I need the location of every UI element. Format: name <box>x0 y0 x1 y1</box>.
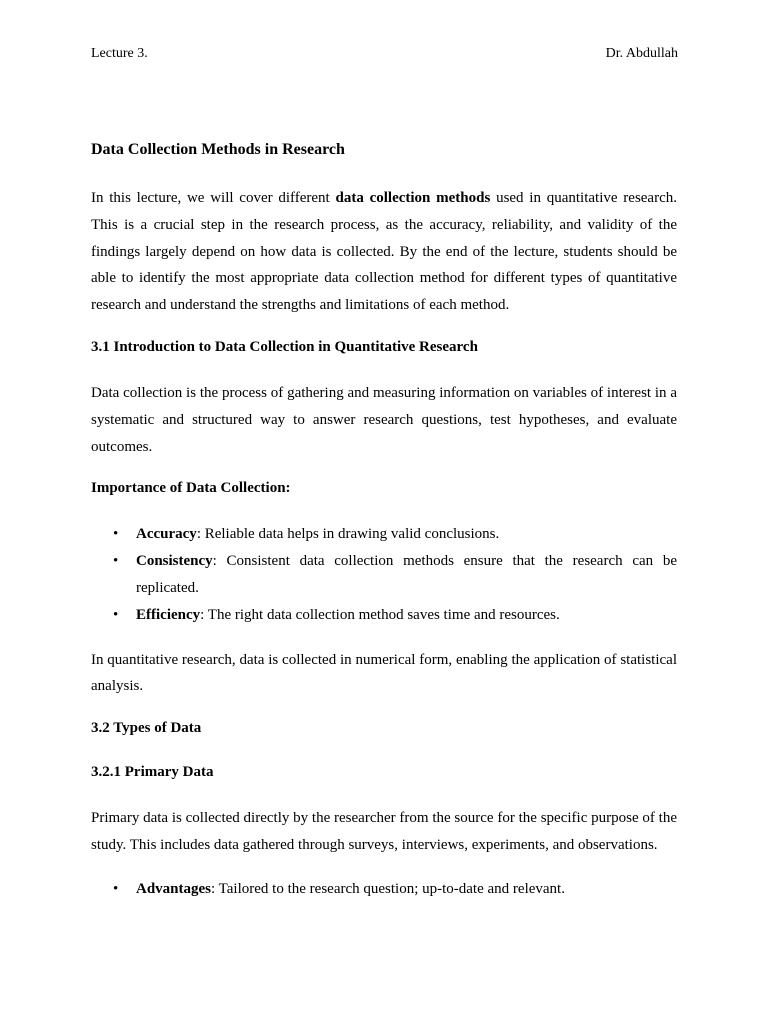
bullet-dot-icon: • <box>113 526 119 543</box>
quantitative-closing-paragraph: In quantitative research, data is collected in numerical form, enabling the application of statistical analysis. <box>91 651 677 695</box>
bullet-term: Advantages <box>136 880 212 897</box>
section-3-1-heading: 3.1 Introduction to Data Collection in Quantitative Research <box>91 338 478 355</box>
header-author: Dr. Abdullah <box>605 46 678 61</box>
bullet-dot-icon: • <box>113 880 119 897</box>
bullet-text: : Consistent data collection methods ensure that the research can be replicated. <box>136 553 677 596</box>
importance-bullet-list <box>91 521 677 628</box>
importance-heading: Importance of Data Collection: <box>91 480 291 497</box>
header-lecture-label: Lecture 3. <box>91 46 148 61</box>
intro-paragraph <box>91 185 677 319</box>
intro-text-after: used in quantitative research. This is a crucial step in the research process, as the accuracy, reliability, and validity of the findings largely depend on how data is collected. By the end of the lecture, students should be able to identify the most appropriate data collection method for different types of quantitative research and understand the strengths and limitations of each method. <box>91 190 677 314</box>
running-header <box>91 45 678 63</box>
section-3-2-heading: 3.2 Types of Data <box>91 720 202 737</box>
primary-data-paragraph: Primary data is collected directly by the researcher from the source for the specific purpose of the study. This includes data gathered through surveys, interviews, experiments, and observations. <box>91 810 677 853</box>
bullet-dot-icon: • <box>113 606 119 623</box>
bullet-term: Accuracy <box>136 526 197 543</box>
bullet-accuracy <box>91 521 677 548</box>
bullet-text: : Tailored to the research question; up-to-date and relevant. <box>211 880 565 897</box>
bullet-term: Consistency <box>136 553 213 570</box>
bullet-text: : Reliable data helps in drawing valid conclusions. <box>196 526 500 543</box>
intro-bold-term: data collection methods <box>335 190 491 206</box>
document-title: Data Collection Methods in Research <box>91 141 345 158</box>
bullet-efficiency <box>91 602 677 629</box>
bullet-text: : The right data collection method saves time and resources. <box>200 606 560 623</box>
bullet-term: Efficiency <box>136 606 201 623</box>
bullet-dot-icon: • <box>113 553 119 570</box>
primary-data-bullet-list <box>91 876 677 903</box>
section-3-2-1-heading: 3.2.1 Primary Data <box>91 764 214 781</box>
section-3-1-paragraph: Data collection is the process of gathering and measuring information on variables of interest in a systematic and structured way to answer research questions, test hypotheses, and evaluate outcomes. <box>91 384 677 455</box>
bullet-consistency <box>91 548 677 602</box>
intro-text-before: In this lecture, we will cover different <box>91 190 336 206</box>
document-body <box>91 139 677 921</box>
bullet-advantages <box>91 876 677 903</box>
